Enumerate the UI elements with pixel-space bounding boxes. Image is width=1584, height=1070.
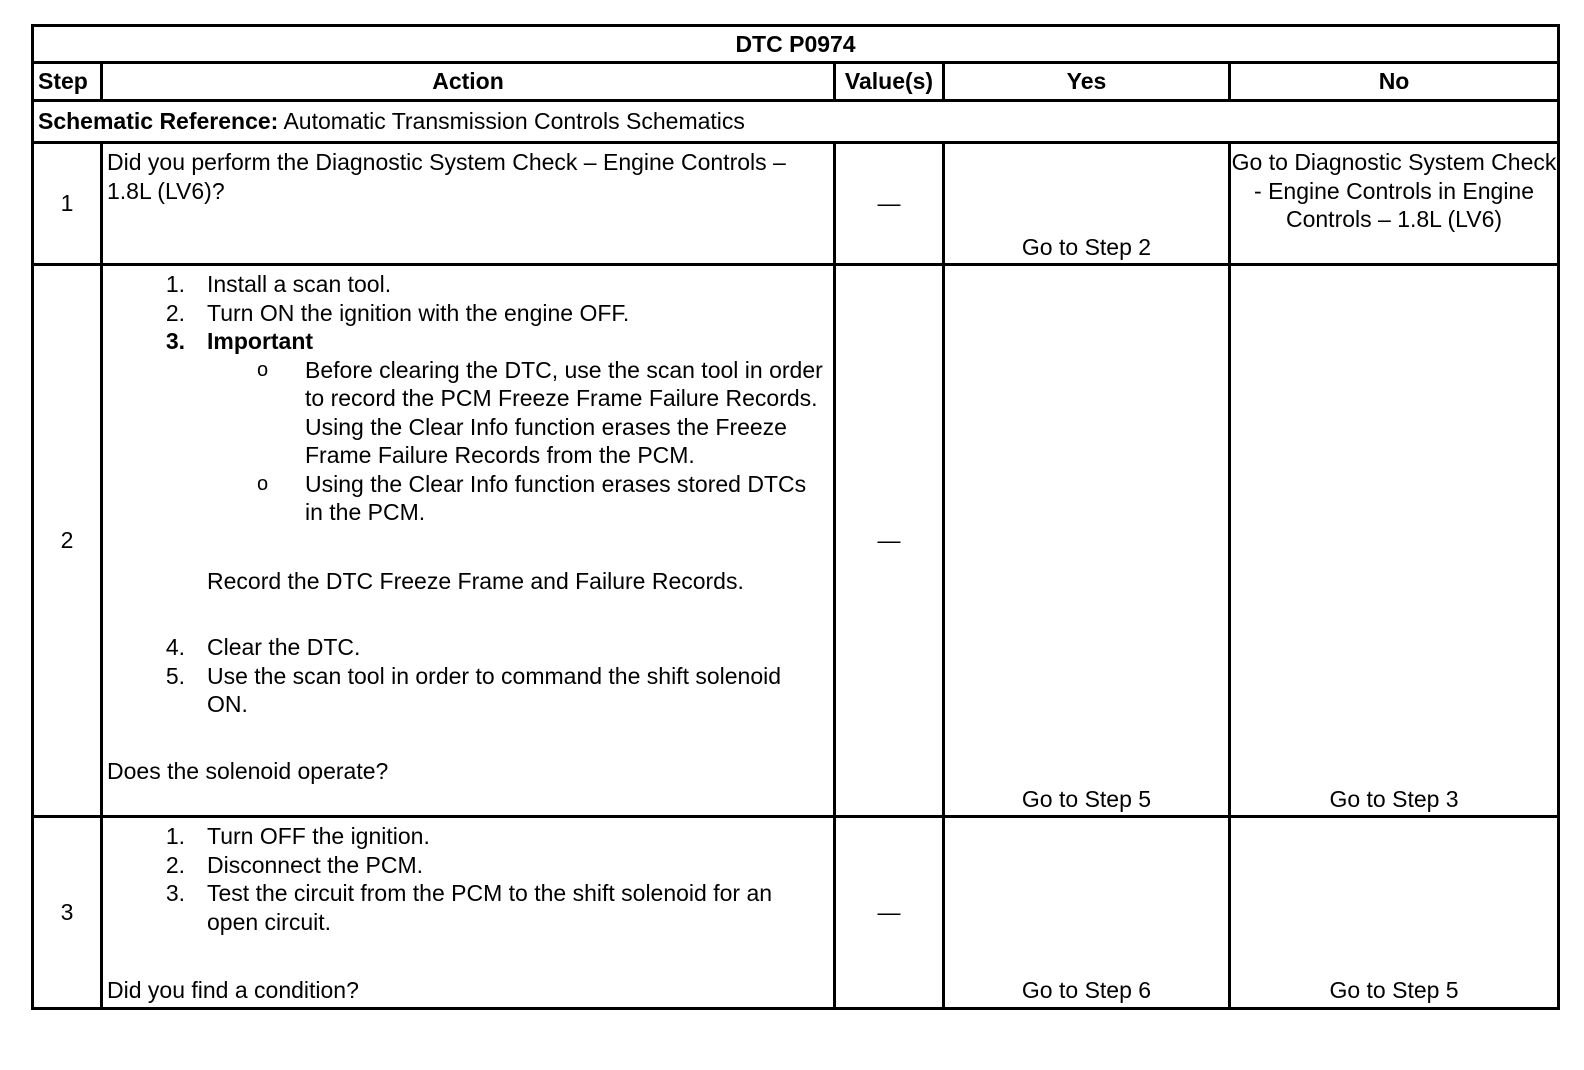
value-cell: — bbox=[835, 143, 944, 265]
action-cell bbox=[102, 817, 835, 1009]
action-text: Did you perform the Diagnostic System Check – Engine Controls – 1.8L (LV6)? bbox=[102, 143, 835, 265]
step-number: 1 bbox=[33, 143, 102, 265]
header-step: Step bbox=[33, 63, 102, 101]
record-note: Record the DTC Freeze Frame and Failure Records. bbox=[207, 567, 744, 594]
list-item: 4. Clear the DTC. bbox=[165, 634, 361, 660]
list-item: 2. Turn ON the ignition with the engine OFF. bbox=[165, 299, 630, 326]
bullet-item: o Using the Clear Info function erases stored DTCs in the PCM. bbox=[257, 470, 807, 525]
no-cell: Go to Diagnostic System Check - Engine Controls in Engine Controls – 1.8L (LV6) bbox=[1230, 143, 1559, 265]
list-item: 3. Important bbox=[165, 328, 314, 354]
table-title: DTC P0974 bbox=[33, 26, 1559, 63]
header-row bbox=[33, 63, 1559, 101]
action-cell bbox=[102, 265, 835, 817]
no-cell: Go to Step 3 bbox=[1230, 265, 1559, 817]
dtc-table bbox=[31, 24, 1560, 1010]
list-item: 1. Turn OFF the ignition. bbox=[165, 823, 430, 849]
schematic-label: Schematic Reference: bbox=[38, 108, 279, 135]
table-row bbox=[33, 143, 1559, 265]
step-number: 2 bbox=[33, 265, 102, 817]
step-number: 3 bbox=[33, 817, 102, 1009]
header-action: Action bbox=[102, 63, 835, 101]
list-item: 3. Test the circuit from the PCM to the shift solenoid for an open circuit. bbox=[165, 880, 773, 935]
header-yes: Yes bbox=[944, 63, 1230, 101]
yes-cell: Go to Step 5 bbox=[944, 265, 1230, 817]
table-row bbox=[33, 265, 1559, 817]
no-cell: Go to Step 5 bbox=[1230, 817, 1559, 1009]
bullet-item: o Before clearing the DTC, use the scan tool in order to record the PCM Freeze Frame Failure Records. Using the Clear Info function erases the Freeze Frame Failure Records from the PCM. bbox=[257, 356, 823, 468]
list-item: 5. Use the scan tool in order to command the shift solenoid ON. bbox=[165, 662, 782, 717]
value-cell: — bbox=[835, 265, 944, 817]
yes-cell: Go to Step 2 bbox=[944, 143, 1230, 265]
list-item: 2. Disconnect the PCM. bbox=[165, 851, 424, 878]
list-item: 1. Install a scan tool. bbox=[165, 271, 392, 297]
yes-cell: Go to Step 6 bbox=[944, 817, 1230, 1009]
step-question: Does the solenoid operate? bbox=[107, 757, 389, 784]
schematic-text: Automatic Transmission Controls Schematics bbox=[278, 108, 745, 135]
important-label: Important bbox=[207, 328, 314, 354]
table-row bbox=[33, 817, 1559, 1009]
step-question: Did you find a condition? bbox=[107, 977, 359, 1003]
header-no: No bbox=[1230, 63, 1559, 101]
schematic-reference bbox=[33, 101, 1559, 143]
value-cell: — bbox=[835, 817, 944, 1009]
header-values: Value(s) bbox=[835, 63, 944, 101]
